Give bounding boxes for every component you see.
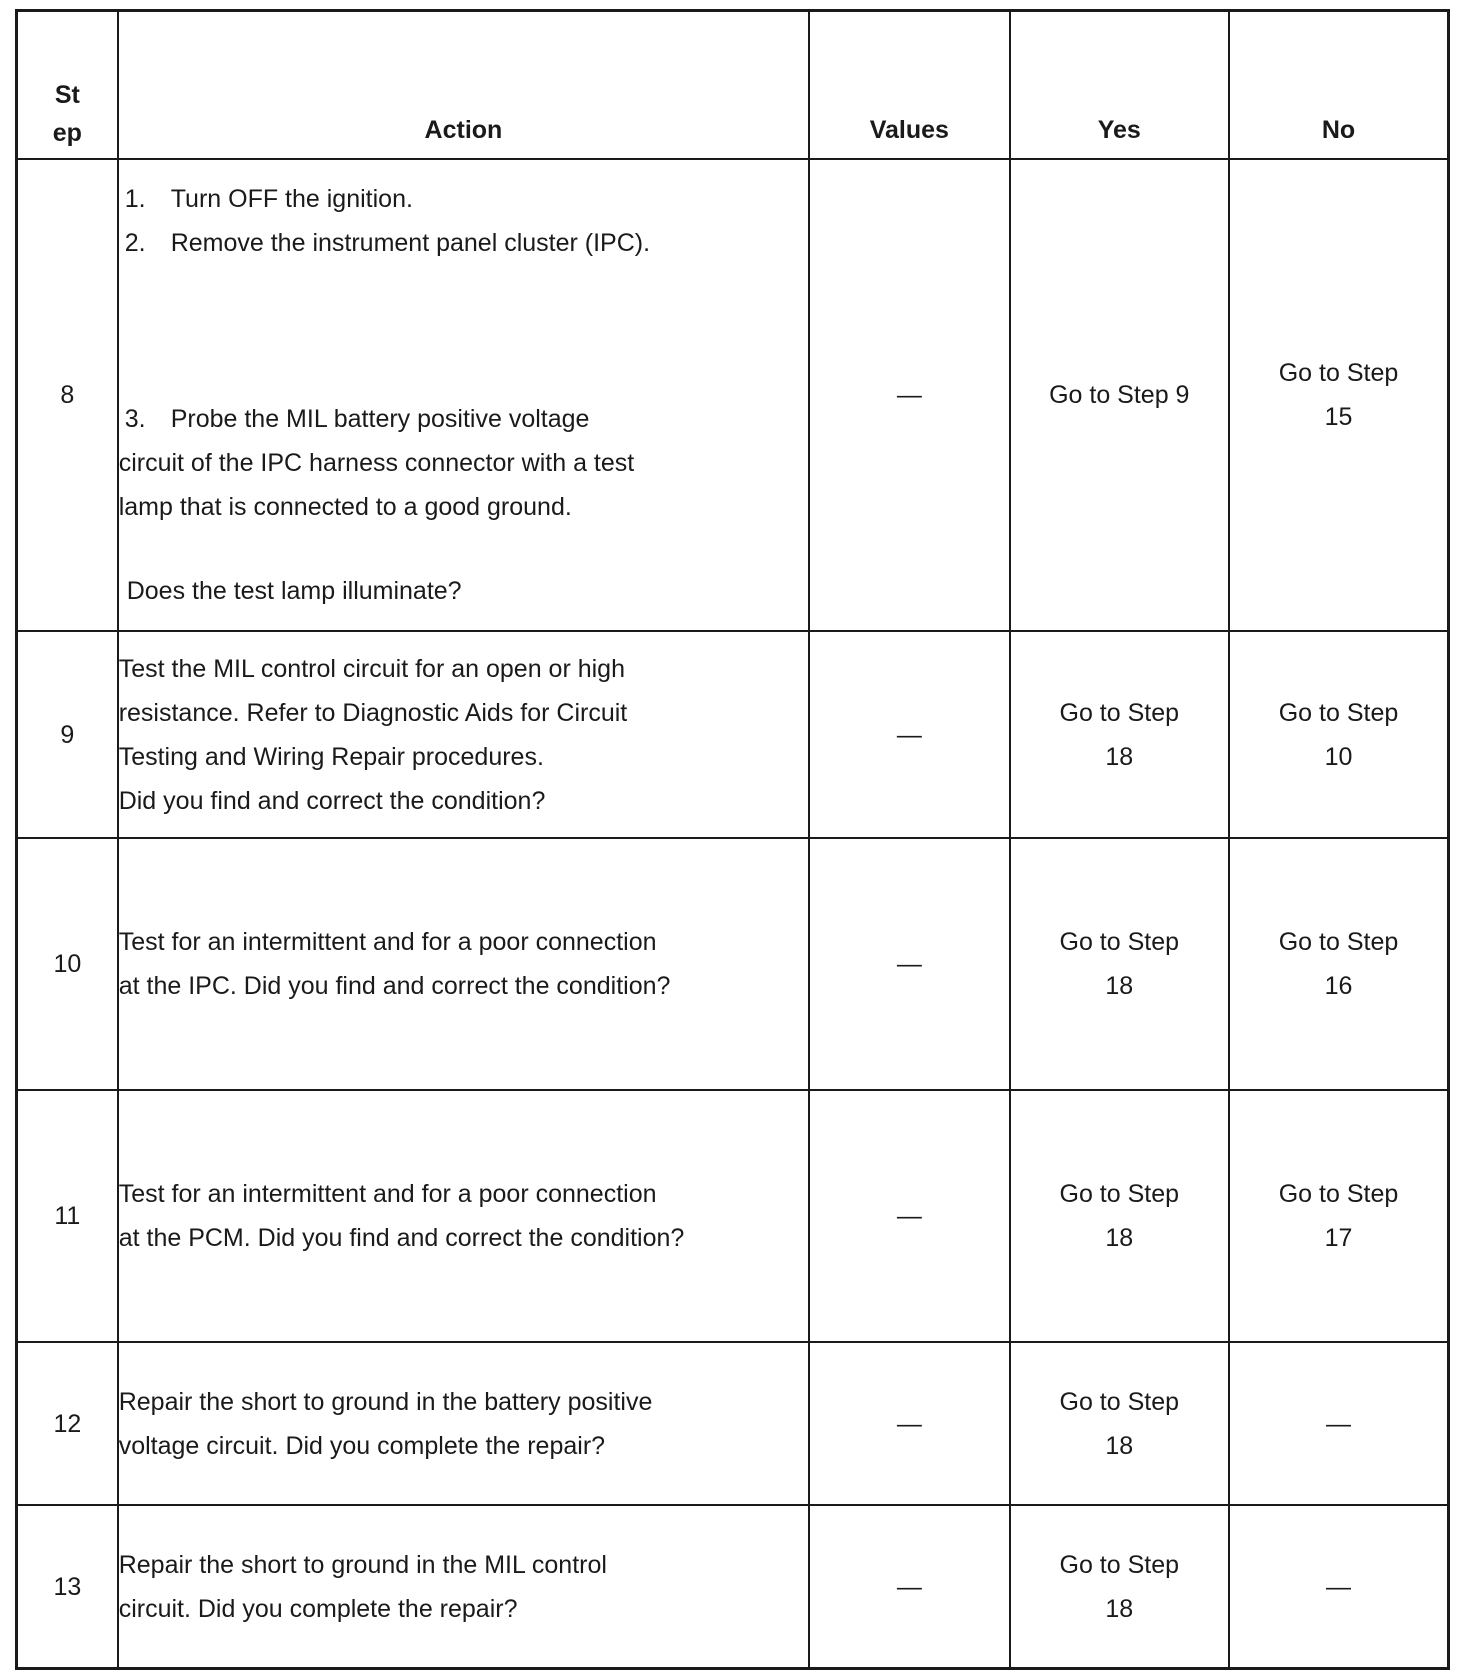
action-line: resistance. Refer to Diagnostic Aids for Circuit bbox=[118, 698, 628, 727]
yes-goto-line1: Go to Step bbox=[1059, 1550, 1180, 1579]
step-number: 11 bbox=[17, 1090, 118, 1342]
action-cell bbox=[118, 1090, 809, 1342]
no-goto-line1: Go to Step bbox=[1278, 928, 1399, 956]
action-question: Did you find and correct the condition? bbox=[118, 786, 546, 815]
action-question: Does the test lamp illuminate? bbox=[126, 577, 462, 605]
yes-goto-line2: 18 bbox=[1105, 972, 1134, 1000]
header-step-line1: St bbox=[54, 81, 80, 109]
values-cell: — bbox=[809, 159, 1009, 631]
action-list-item bbox=[119, 221, 808, 265]
no-cell bbox=[1229, 631, 1449, 838]
yes-goto-line2: 18 bbox=[1105, 742, 1134, 771]
list-number: 2. bbox=[124, 229, 146, 257]
list-number: 1. bbox=[124, 185, 146, 213]
values-cell: — bbox=[809, 1342, 1009, 1505]
no-goto-line2: 17 bbox=[1324, 1224, 1353, 1252]
list-text: Turn OFF the ignition. bbox=[170, 185, 413, 213]
action-cell bbox=[118, 1505, 809, 1669]
header-action: Action bbox=[118, 11, 809, 160]
yes-goto-line2: 18 bbox=[1105, 1224, 1134, 1252]
step-number: 10 bbox=[17, 838, 118, 1090]
no-cell bbox=[1229, 1090, 1449, 1342]
list-number: 3. bbox=[124, 405, 146, 433]
action-line: Test for an intermittent and for a poor connection bbox=[118, 1180, 657, 1208]
no-goto-line1: Go to Step bbox=[1278, 1180, 1399, 1208]
values-cell: — bbox=[809, 1090, 1009, 1342]
yes-cell bbox=[1010, 1090, 1229, 1342]
no-cell: — bbox=[1229, 1505, 1449, 1669]
action-line: Testing and Wiring Repair procedures. bbox=[118, 742, 544, 771]
yes-goto-line1: Go to Step bbox=[1059, 928, 1180, 956]
action-cell bbox=[118, 1342, 809, 1505]
action-cell bbox=[118, 838, 809, 1090]
yes-cell bbox=[1010, 631, 1229, 838]
action-cell bbox=[118, 159, 809, 631]
no-goto-line1: Go to Step bbox=[1278, 359, 1399, 387]
yes-goto-line2: 18 bbox=[1105, 1431, 1134, 1460]
no-goto-line1: Go to Step bbox=[1278, 698, 1399, 727]
values-cell: — bbox=[809, 1505, 1009, 1669]
table-row bbox=[17, 1505, 1449, 1669]
action-list-item bbox=[119, 177, 808, 221]
header-step bbox=[17, 11, 118, 160]
values-cell: — bbox=[809, 631, 1009, 838]
step-number: 13 bbox=[17, 1505, 118, 1669]
no-cell: — bbox=[1229, 1342, 1449, 1505]
yes-goto-line1: Go to Step bbox=[1059, 698, 1180, 727]
action-cell bbox=[118, 631, 809, 838]
yes-cell bbox=[1010, 838, 1229, 1090]
action-line: Repair the short to ground in the MIL control bbox=[118, 1550, 607, 1579]
header-row bbox=[17, 11, 1449, 160]
values-cell: — bbox=[809, 838, 1009, 1090]
yes-cell bbox=[1010, 1342, 1229, 1505]
header-step-line2: ep bbox=[52, 119, 82, 147]
table-row bbox=[17, 159, 1449, 631]
action-line: lamp that is connected to a good ground. bbox=[118, 493, 572, 521]
table-row bbox=[17, 838, 1449, 1090]
no-goto-line2: 15 bbox=[1324, 403, 1353, 431]
diagnostic-table bbox=[15, 9, 1450, 1670]
action-line: voltage circuit. Did you complete the repair? bbox=[118, 1431, 606, 1460]
header-yes: Yes bbox=[1010, 11, 1229, 160]
action-line: circuit of the IPC harness connector with a test bbox=[118, 449, 635, 477]
yes-goto-link: Go to Step 9 bbox=[1049, 381, 1190, 409]
action-line: Test the MIL control circuit for an open or high bbox=[118, 654, 625, 683]
no-goto-line2: 10 bbox=[1324, 742, 1353, 771]
action-line: circuit. Did you complete the repair? bbox=[118, 1594, 518, 1623]
table-row bbox=[17, 1342, 1449, 1505]
table-row bbox=[17, 1090, 1449, 1342]
yes-cell bbox=[1010, 159, 1229, 631]
yes-cell bbox=[1010, 1505, 1229, 1669]
step-number: 12 bbox=[17, 1342, 118, 1505]
yes-goto-line1: Go to Step bbox=[1059, 1180, 1180, 1208]
header-values: Values bbox=[809, 11, 1009, 160]
list-text: Remove the instrument panel cluster (IPC). bbox=[170, 229, 651, 257]
yes-goto-line2: 18 bbox=[1105, 1594, 1134, 1623]
no-cell bbox=[1229, 159, 1449, 631]
list-text: Probe the MIL battery positive voltage bbox=[170, 405, 590, 433]
table-row bbox=[17, 631, 1449, 838]
action-line: at the IPC. Did you find and correct the condition? bbox=[118, 972, 671, 1000]
action-list-item bbox=[119, 397, 808, 441]
action-line: Repair the short to ground in the battery positive bbox=[118, 1387, 653, 1416]
action-line: at the PCM. Did you find and correct the condition? bbox=[118, 1224, 685, 1252]
no-goto-line2: 16 bbox=[1324, 972, 1353, 1000]
action-line: Test for an intermittent and for a poor connection bbox=[118, 928, 657, 956]
step-number: 8 bbox=[17, 159, 118, 631]
header-no: No bbox=[1229, 11, 1449, 160]
yes-goto-line1: Go to Step bbox=[1059, 1387, 1180, 1416]
no-cell bbox=[1229, 838, 1449, 1090]
step-number: 9 bbox=[17, 631, 118, 838]
